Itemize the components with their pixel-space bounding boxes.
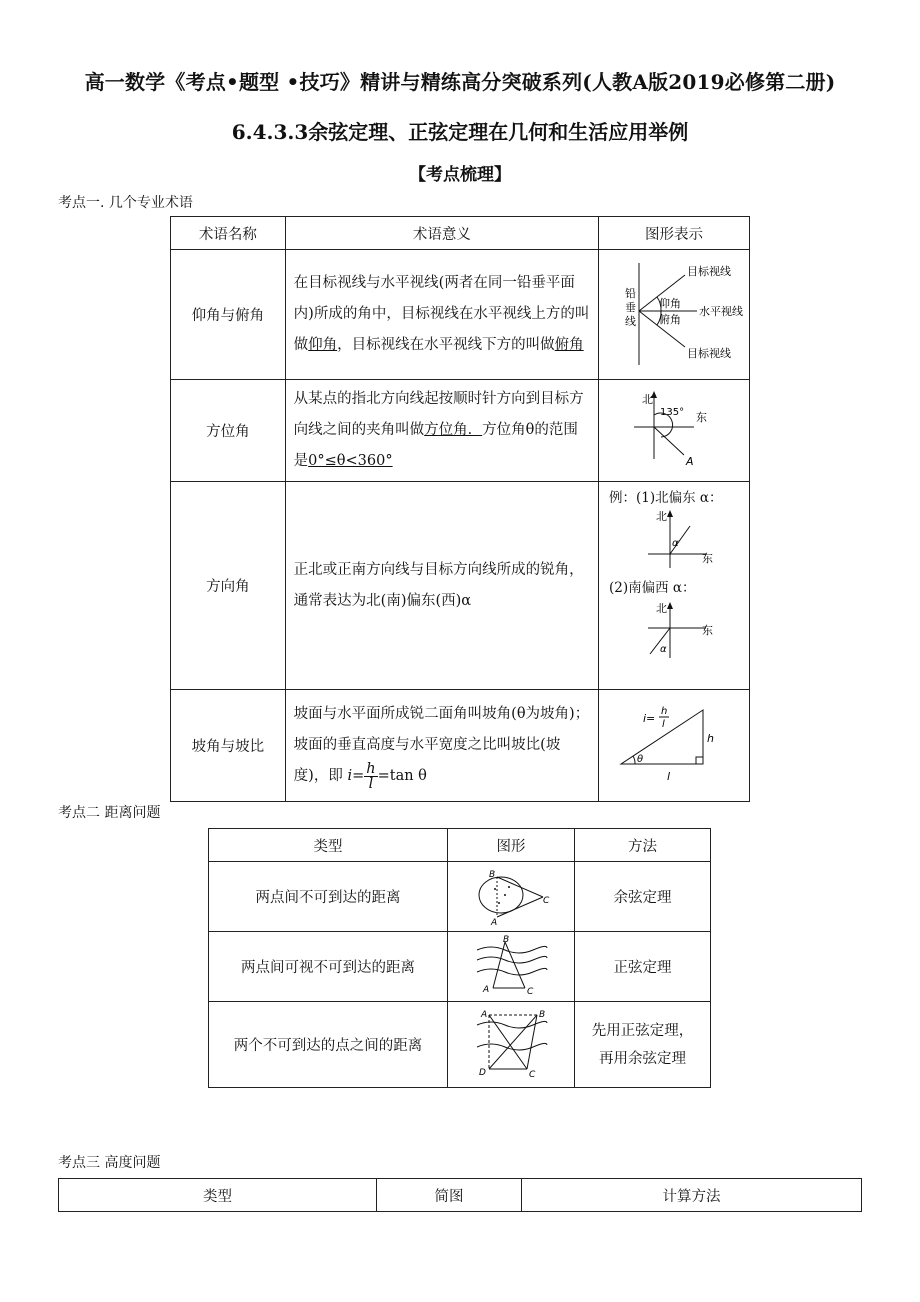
svg-text:铅: 铅 [625, 286, 636, 300]
height-label: h [707, 731, 714, 745]
direction-figure [599, 482, 750, 690]
label-c: C [529, 1069, 536, 1079]
height-table [58, 1178, 862, 1212]
angle-label: 135° [660, 406, 685, 418]
ratio-num: h [661, 705, 668, 717]
east-label: 东 [702, 552, 713, 565]
distance-type: 两点间不可到达的距离 [209, 862, 448, 932]
table-row [171, 380, 750, 482]
theta-label: θ [637, 753, 644, 765]
col-header: 术语名称 [171, 217, 286, 250]
col-header: 术语意义 [285, 217, 598, 250]
table-row [171, 250, 750, 380]
col-header: 方法 [575, 829, 711, 862]
col-header: 简图 [377, 1179, 522, 1212]
term-meaning: 从某点的指北方向线起按顺时针方向到目标方向线之间的夹角叫做方位角．方位角θ的范围是0°≤θ<360° [285, 380, 598, 482]
table-row [171, 482, 750, 690]
bearing-figure [599, 380, 750, 482]
point1-heading: 考点一. 几个专业术语 [58, 195, 193, 211]
terms-table [170, 216, 750, 802]
distance-figure-1 [448, 862, 575, 932]
distance-figure-3 [448, 1002, 575, 1088]
distance-table [208, 828, 711, 1088]
height-header-row [59, 1179, 862, 1212]
term-name: 坡角与坡比 [171, 690, 286, 802]
label-d: D [479, 1067, 486, 1078]
elevation-figure [599, 250, 750, 380]
distance-figure-2 [448, 932, 575, 1002]
term-name: 方向角 [171, 482, 286, 690]
col-header: 类型 [59, 1179, 377, 1212]
series-title: 高一数学《考点•题型 •技巧》精讲与精练高分突破系列(人教A版2019必修第二册) [84, 70, 836, 94]
term-meaning: 坡面与水平面所成锐二面角叫坡角(θ为坡角)；坡面的垂直高度与水平宽度之比叫坡比(坡度)，即 i= $\frac{h}{l}$ =tan θ [285, 690, 598, 802]
distance-method: 余弦定理 [575, 862, 711, 932]
north-label: 北 [642, 392, 653, 406]
label-a: A [491, 917, 498, 925]
distance-method: 先用正弦定理， 再用余弦定理 [575, 1002, 711, 1088]
col-header: 图形 [448, 829, 575, 862]
north-label: 北 [656, 510, 667, 523]
term-name: 方位角 [171, 380, 286, 482]
table-row [209, 932, 711, 1002]
label-b: B [539, 1009, 546, 1020]
svg-text:垂: 垂 [625, 300, 636, 314]
term-meaning: 正北或正南方向线与目标方向线所成的锐角，通常表达为北(南)偏东(西)α [285, 482, 598, 690]
label-c: C [527, 986, 534, 996]
col-header: 图形表示 [599, 217, 750, 250]
distance-method: 正弦定理 [575, 932, 711, 1002]
lesson-title: 6.4.3.3余弦定理、正弦定理在几何和生活应用举例 [231, 120, 689, 144]
horizontal-label: 水平视线 [699, 304, 743, 318]
point-a-label: A [686, 454, 694, 468]
slope-figure [599, 690, 750, 802]
distance-header-row [209, 829, 711, 862]
col-header: 类型 [209, 829, 448, 862]
label-b: B [489, 869, 496, 880]
table-row [209, 1002, 711, 1088]
example-2: (2)南偏西 α： [609, 580, 696, 596]
length-label: l [667, 769, 671, 783]
label-a: A [483, 984, 490, 995]
svg-text:线: 线 [625, 314, 636, 328]
table-row [171, 690, 750, 802]
alpha-label: α [660, 644, 667, 655]
label-a: A [481, 1009, 488, 1020]
example-1: 例：(1)北偏东 α： [609, 490, 723, 506]
distance-type: 两个不可到达的点之间的距离 [209, 1002, 448, 1088]
target-label: 目标视线 [687, 264, 731, 278]
table-row [209, 862, 711, 932]
ratio-den: l [662, 718, 665, 730]
point3-heading: 考点三 高度问题 [58, 1155, 161, 1171]
target-label-2: 目标视线 [687, 346, 731, 360]
east-label: 东 [696, 410, 707, 424]
elev-label: 仰角 [659, 296, 681, 310]
east-label: 东 [702, 624, 713, 637]
term-name: 仰角与俯角 [171, 250, 286, 380]
term-meaning: 在目标视线与水平视线(两者在同一铅垂平面内)所成的角中，目标视线在水平视线上方的叫做仰角，目标视线在水平视线下方的叫做俯角 [285, 250, 598, 380]
point2-heading: 考点二 距离问题 [58, 805, 161, 821]
label-c: C [543, 895, 550, 906]
label-b: B [503, 934, 510, 945]
terms-header-row [171, 217, 750, 250]
dep-label: 俯角 [659, 312, 681, 326]
ratio-label: i= [643, 711, 656, 725]
distance-type: 两点间可视不可到达的距离 [209, 932, 448, 1002]
col-header: 计算方法 [522, 1179, 862, 1212]
section-title: 【考点梳理】 [409, 165, 511, 185]
north-label: 北 [656, 602, 667, 615]
alpha-label: α [672, 538, 679, 549]
